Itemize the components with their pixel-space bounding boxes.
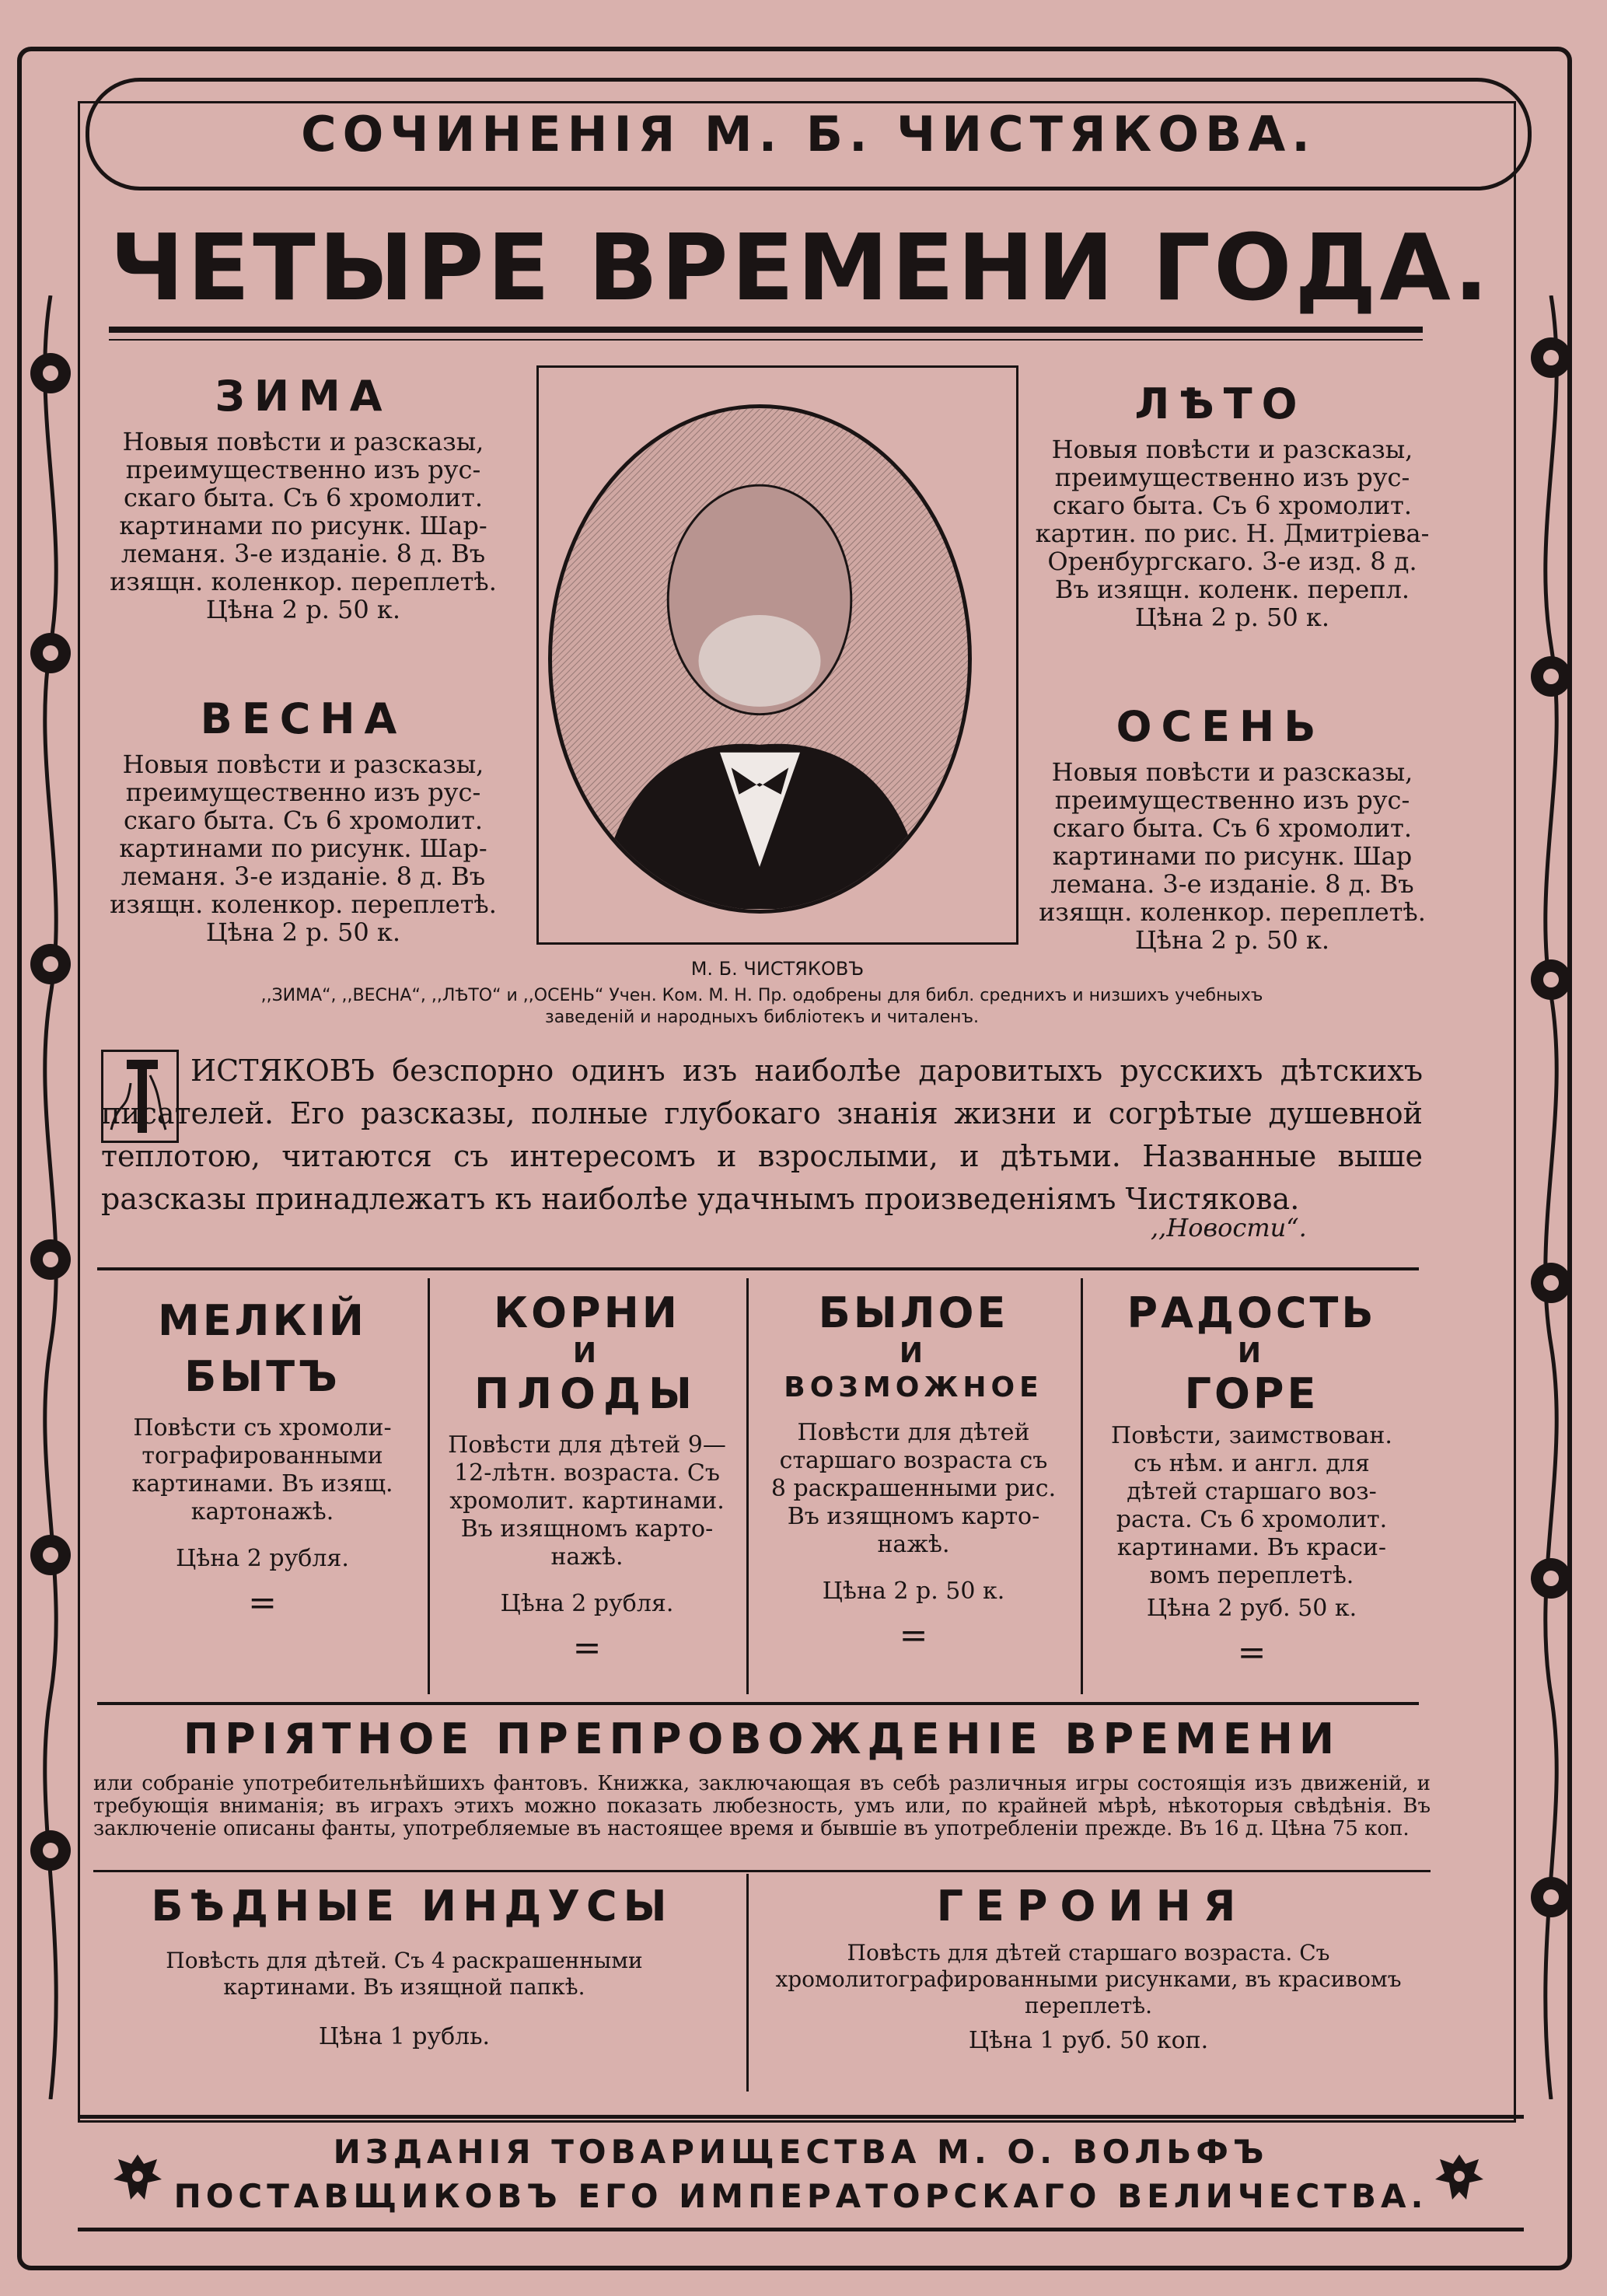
bottom-column-divider bbox=[746, 1874, 749, 2092]
footer-publisher-line: ИЗДАНІЯ ТОВАРИЩЕСТВА М. О. ВОЛЬФЪ bbox=[333, 2133, 1269, 2171]
book-title: МЕЛКІЙ bbox=[158, 1296, 367, 1345]
book-title: БЫЛОЕ bbox=[818, 1288, 1009, 1337]
page-title: ЧЕТЫРЕ ВРЕМЕНИ ГОДА. bbox=[110, 214, 1492, 321]
approval-note-line1: ,,ЗИМА“, ,,ВЕСНА“, ,,ЛѢТО“ и ,,ОСЕНЬ“ Учен. Ком. М. Н. Пр. одобрены для библ. среднихъ и низшихъ учебныхъ bbox=[260, 986, 1263, 1005]
banner-text: СОЧИНЕНІЯ М. Б. ЧИСТЯКОВА. bbox=[301, 106, 1316, 163]
book-title: ПЛОДЫ bbox=[474, 1369, 700, 1418]
book-price-heroine: Цѣна 1 руб. 50 коп. bbox=[968, 2027, 1209, 2054]
book-separator-mark: = bbox=[248, 1583, 277, 1623]
review-source: ,,Новости“. bbox=[1151, 1213, 1307, 1242]
title-rule-thin bbox=[109, 339, 1423, 341]
season-text-winter: Новыя повѣсти и разсказы, преимущественно изъ рус- скаго быта. Съ 6 хромолит. картинами по рисунк. Шар- леманя. 3-е изданіе. 8 д. Въ изящн. коленкор. переплетѣ. Цѣна 2 р. 50 к. bbox=[93, 428, 513, 624]
book-price: Цѣна 2 руб. 50 к. bbox=[1146, 1595, 1357, 1622]
book-card bbox=[97, 1270, 428, 1702]
books-grid bbox=[97, 1267, 1419, 1705]
book-card bbox=[750, 1270, 1077, 1702]
season-text-autumn: Новыя повѣсти и разсказы, преимущественно изъ рус- скаго быта. Съ 6 хромолит. картинами по рисунк. Шар лемана. 3-е изданіе. 8 д. Въ изящн. коленкор. переплетѣ. Цѣна 2 р. 50 к. bbox=[1022, 758, 1442, 954]
portrait-engraving bbox=[552, 408, 968, 910]
book-price: Цѣна 2 р. 50 к. bbox=[822, 1578, 1005, 1605]
book-title: БЫТЪ bbox=[184, 1352, 341, 1401]
approval-note-line2: заведеній и народныхъ библіотекъ и читаленъ. bbox=[545, 1008, 979, 1027]
pastime-description: или собраніе употребительнѣйшихъ фантовъ. Книжка, заключающая въ себѣ различныя игры состоящія изъ движеній, и требующія вниманія; въ играхъ этихъ можно показать любезность, умъ или, по крайней мѣрѣ, нѣкоторыя свѣдѣнія. Въ заключеніе описаны фанты, употребляемые въ настоящее время и бывшіе въ употребленіи прежде. Въ 16 д. Цѣна 75 коп. bbox=[93, 1772, 1431, 1840]
book-card bbox=[431, 1270, 742, 1702]
season-price-spring: Цѣна 2 р. 50 к. bbox=[205, 917, 401, 947]
season-price-summer: Цѣна 2 р. 50 к. bbox=[1134, 603, 1330, 632]
column-divider bbox=[746, 1278, 749, 1694]
review-text: ИСТЯКОВЪ безспорно одинъ изъ наиболѣе даровитыхъ русскихъ дѣтскихъ писателей. Его разсказы, полные глубокаго знанія жизни и согрѣтые душевной теплотою, читаются съ интересомъ и взрослыми, и дѣтьми. Названные выше разсказы принадлежатъ къ наиболѣе удачнымъ произведеніямъ Чистякова. bbox=[101, 1054, 1423, 1216]
book-description-poor-hindus: Повѣсть для дѣтей. Съ 4 раскрашенными картинами. Въ изящной папкѣ. bbox=[166, 1948, 643, 2000]
title-rule bbox=[109, 327, 1423, 333]
book-card bbox=[1085, 1270, 1419, 1702]
book-title: ВОЗМОЖНОЕ bbox=[784, 1372, 1043, 1403]
book-title-connector: И bbox=[572, 1337, 602, 1369]
book-title-heroine: ГЕРОИНЯ bbox=[936, 1882, 1249, 1931]
book-separator-mark: = bbox=[899, 1616, 928, 1655]
season-text-summer: Новыя повѣсти и разсказы, преимущественно изъ рус- скаго быта. Съ 6 хромолит. картин. по рис. Н. Дмитріева- Оренбургскаго. 3-е изд. 8 д. Въ изящн. коленк. перепл. Цѣна 2 р. 50 к. bbox=[1022, 435, 1442, 631]
book-title: ГОРЕ bbox=[1184, 1369, 1319, 1418]
column-divider bbox=[428, 1278, 430, 1694]
section-rule bbox=[93, 1870, 1431, 1872]
column-divider bbox=[1081, 1278, 1083, 1694]
book-description: Повѣсти для дѣтей 9— 12-лѣтн. возраста. Съ хромолит. картинами. Въ изящномъ карто- нажѣ. bbox=[448, 1431, 726, 1571]
book-price: Цѣна 2 рубля. bbox=[176, 1545, 349, 1572]
book-title: КОРНИ bbox=[493, 1288, 680, 1337]
book-price: Цѣна 2 рубля. bbox=[500, 1590, 674, 1617]
author-banner bbox=[86, 78, 1532, 190]
book-title: РАДОСТЬ bbox=[1127, 1288, 1377, 1337]
season-price-winter: Цѣна 2 р. 50 к. bbox=[205, 595, 401, 624]
season-price-autumn: Цѣна 2 р. 50 к. bbox=[1134, 925, 1330, 955]
footer-supplier-line: ПОСТАВЩИКОВЪ ЕГО ИМПЕРАТОРСКАГО ВЕЛИЧЕСТВА. bbox=[173, 2177, 1428, 2215]
book-price-poor-hindus: Цѣна 1 рубль. bbox=[318, 2023, 491, 2050]
book-separator-mark: = bbox=[572, 1628, 602, 1668]
author-portrait bbox=[548, 404, 972, 914]
season-text-spring: Новыя повѣсти и разсказы, преимущественно изъ рус- скаго быта. Съ 6 хромолит. картинами по рисунк. Шар- леманя. 3-е изданіе. 8 д. Въ изящн. коленкор. переплетѣ. Цѣна 2 р. 50 к. bbox=[93, 750, 513, 946]
pastime-title: ПРІЯТНОЕ ПРЕПРОВОЖДЕНІЕ ВРЕМЕНИ bbox=[183, 1714, 1341, 1763]
publisher-footer bbox=[78, 2115, 1524, 2231]
season-title-summer: ЛѢТО bbox=[1134, 379, 1307, 428]
book-description: Повѣсти для дѣтей старшаго возраста съ 8 раскрашенными рис. Въ изящномъ карто- нажѣ. bbox=[770, 1419, 1057, 1558]
book-description-heroine: Повѣсть для дѣтей старшаго возраста. Съ хромолитографированными рисунками, въ красивомъ переплетѣ. bbox=[775, 1940, 1402, 2018]
book-title-connector: И bbox=[1237, 1337, 1266, 1369]
left-floral-vine bbox=[23, 295, 78, 2099]
right-floral-vine bbox=[1524, 295, 1578, 2099]
season-title-winter: ЗИМА bbox=[215, 372, 392, 421]
book-description: Повѣсти съ хромоли- тографированными картинами. Въ изящ. картонажѣ. bbox=[131, 1414, 393, 1525]
book-title-poor-hindus: БѢДНЫЕ ИНДУСЫ bbox=[151, 1882, 673, 1931]
season-title-spring: ВЕСНА bbox=[200, 694, 407, 743]
book-title-connector: И bbox=[899, 1337, 928, 1369]
imperial-eagle-icon bbox=[1431, 2148, 1489, 2207]
book-separator-mark: = bbox=[1237, 1633, 1266, 1672]
season-title-autumn: ОСЕНЬ bbox=[1116, 702, 1326, 751]
portrait-caption: М. Б. ЧИСТЯКОВЪ bbox=[690, 958, 865, 980]
book-description: Повѣсти, заимствован. съ нѣм. и англ. для дѣтей старшаго воз- раста. Съ 6 хромолит. картинами. Въ краси- вомъ переплетѣ. bbox=[1111, 1422, 1392, 1589]
